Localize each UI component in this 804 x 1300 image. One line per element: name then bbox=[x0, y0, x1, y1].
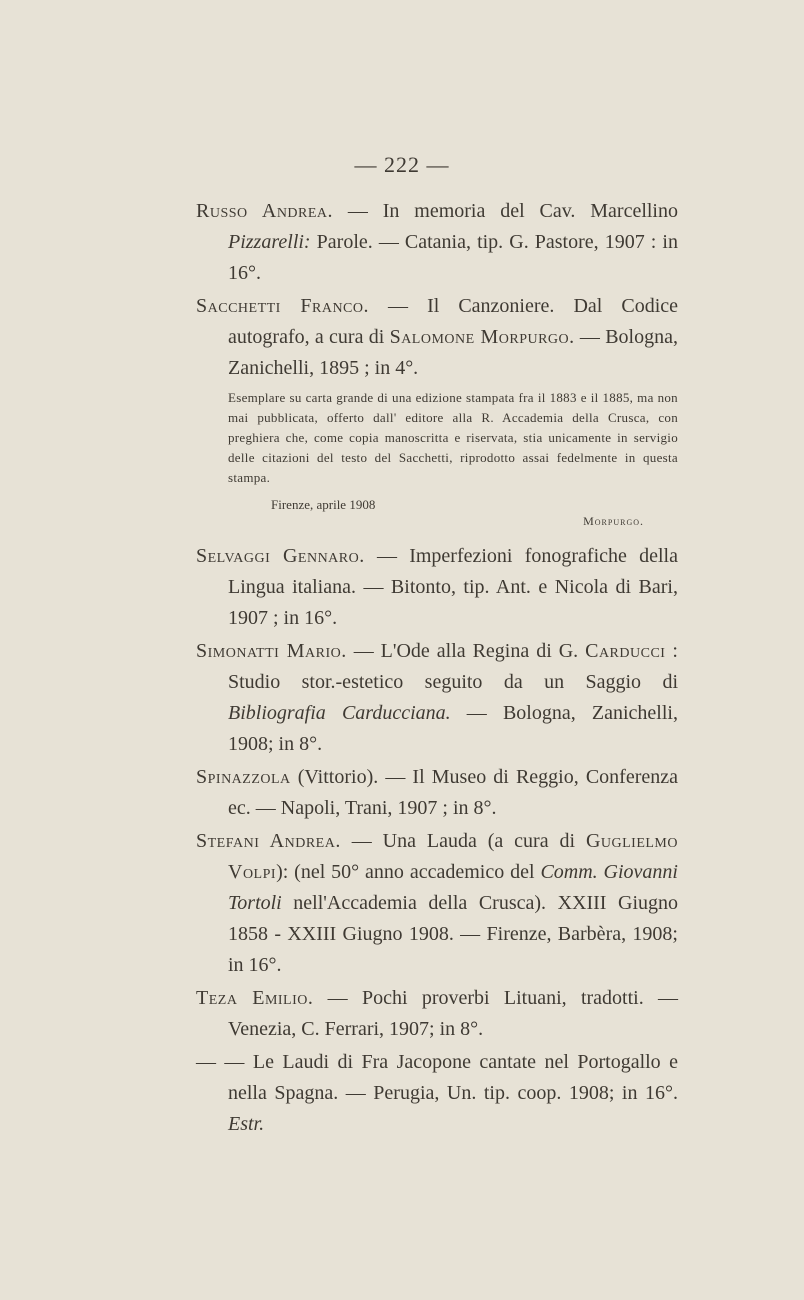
bibliography-entry bbox=[196, 1047, 678, 1140]
page-number: — 222 — bbox=[354, 152, 450, 177]
bibliography-entry bbox=[196, 291, 678, 384]
note-signature: Morpurgo. bbox=[583, 514, 644, 528]
entry-author: Simonatti Mario. bbox=[196, 640, 347, 662]
entry-text: — In memoria del Cav. Marcellino bbox=[333, 200, 678, 222]
entry-text: — Il Canzoniere. Dal Codice autografo, a cura di bbox=[228, 295, 679, 348]
entry-author-dash: — — bbox=[196, 1051, 245, 1073]
entry-italic-name: Comm. Giovanni Tortoli bbox=[228, 861, 678, 914]
entry-author: Sacchetti Franco. bbox=[196, 295, 370, 317]
entry-text: : Studio stor.-estetico seguito da un Saggio di bbox=[228, 640, 678, 693]
entry-text: — Pochi proverbi Lituani, tradotti. — Venezia, C. Ferrari, 1907; in 8°. bbox=[228, 987, 678, 1040]
entry-text: ): (nel 50° anno accademico del bbox=[276, 861, 541, 883]
entry-text: nell'Accademia della Crusca). XXIII Giugno 1858 - XXIII Giugno 1908. — Firenze, Barbèra, 1908; in 16°. bbox=[228, 892, 678, 976]
bibliography-entry bbox=[196, 636, 678, 760]
entry-text: — Bologna, Zanichelli, 1908; in 8°. bbox=[228, 702, 678, 755]
entry-italic-title: Pizzarelli: bbox=[228, 231, 311, 253]
entry-author: Spinazzola bbox=[196, 766, 291, 788]
entry-text: Parole. — Catania, tip. G. Pastore, 1907 : in 16°. bbox=[228, 231, 678, 284]
bibliography-entry bbox=[196, 762, 678, 824]
bibliography-entry bbox=[196, 826, 678, 981]
entry-text: — Bologna, Zanichelli, 1895 ; in 4°. bbox=[228, 326, 678, 379]
bibliography-list bbox=[196, 196, 678, 1142]
entry-text: — Una Lauda (a cura di bbox=[340, 830, 586, 852]
entry-author: Russo Andrea. bbox=[196, 200, 334, 222]
entry-name: Carducci bbox=[585, 640, 666, 662]
entry-text: Le Laudi di Fra Jacopone cantate nel Portogallo e nella Spagna. — Perugia, Un. tip. coop. 1908; in 16°. bbox=[228, 1051, 678, 1104]
note-date: Firenze, aprile 1908 bbox=[271, 497, 376, 512]
entry-italic-abbrev: Estr. bbox=[228, 1113, 265, 1135]
bibliography-entry bbox=[196, 541, 678, 634]
entry-note: Esemplare su carta grande di una edizione stampata fra il 1883 e il 1885, ma non mai pubblicata, offerto dall' editore alla R. Accademia della Crusca, con preghiera che, come copia manoscritta e riservata, stia unicamente in servigio delle citazioni del testo del Sacchetti, riprodotto assai fedelmente in questa stampa. bbox=[228, 390, 678, 485]
bibliography-entry bbox=[196, 196, 678, 289]
bibliography-entry bbox=[196, 983, 678, 1045]
entry-text: (Vittorio). — Il Museo di Reggio, Conferenza ec. — Napoli, Trani, 1907 ; in 8°. bbox=[228, 766, 678, 819]
entry-italic-title: Bibliografia Carducciana. bbox=[228, 702, 451, 724]
entry-text: — L'Ode alla Regina di G. bbox=[346, 640, 586, 662]
entry-author: Selvaggi Gennaro. bbox=[196, 545, 365, 567]
entry-author: Teza Emilio. bbox=[196, 987, 314, 1009]
entry-author: Stefani Andrea. bbox=[196, 830, 341, 852]
entry-text: — Imperfezioni fonografiche della Lingua italiana. — Bitonto, tip. Ant. e Nicola di Bari, 1907 ; in 16°. bbox=[228, 545, 678, 629]
entry-editor: Salomone Morpurgo. bbox=[389, 326, 575, 348]
entry-editor: Guglielmo Volpi bbox=[228, 830, 678, 883]
